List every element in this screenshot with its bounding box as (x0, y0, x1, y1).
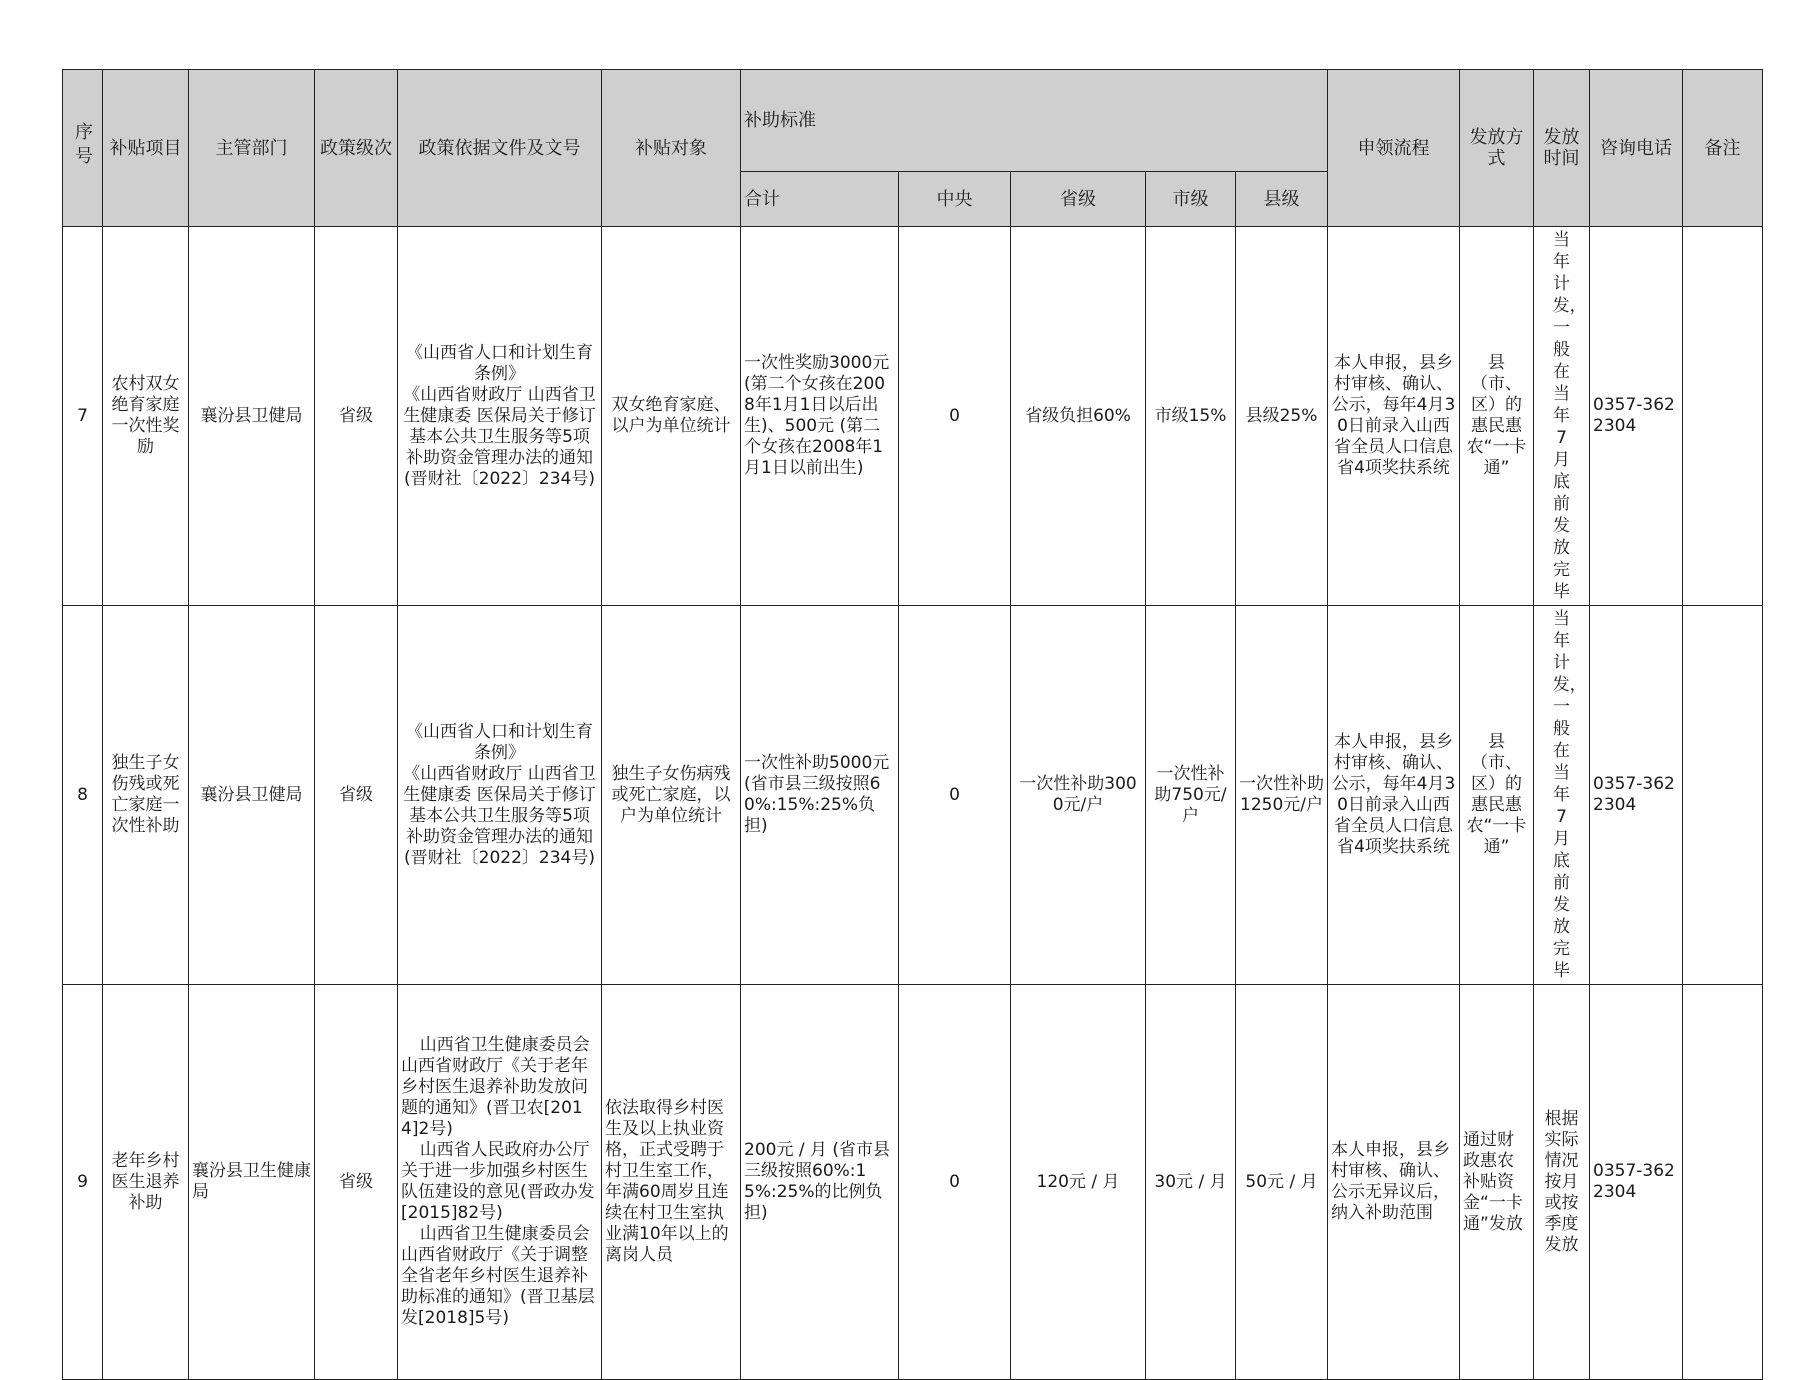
row-province: 省级负担60% (1011, 227, 1146, 606)
row-remark (1683, 985, 1763, 1380)
basis-line: 山西省人民政府办公厅关于进一步加强乡村医生队伍建设的意见(晋政办发[2015]82号) (401, 1140, 595, 1223)
basis-line: 《山西省人口和计划生育条例》 (406, 342, 593, 384)
header-central: 中央 (899, 172, 1011, 227)
table-row (63, 606, 1763, 985)
basis-line: 《山西省人口和计划生育条例》 (406, 721, 593, 763)
row-central: 0 (899, 227, 1011, 606)
row-item: 老年乡村医生退养补助 (103, 985, 189, 1380)
row-target: 依法取得乡村医生及以上执业资格，正式受聘于村卫生室工作，年满60周岁且连续在村卫生室执业满10年以上的离岗人员 (602, 985, 741, 1380)
header-process: 申领流程 (1328, 70, 1460, 227)
header-standard: 补助标准 (741, 70, 1328, 172)
row-level: 省级 (315, 606, 398, 985)
row-seq: 7 (63, 227, 103, 606)
header-city: 市级 (1146, 172, 1236, 227)
row-time: 根据实际情况按月或按季度发放 (1534, 985, 1590, 1380)
basis-line: 《山西省财政厅 山西省卫生健康委 医保局关于修订基本公共卫生服务等5项补助资金管理办法的通知 (晋财社〔2022〕234号) (403, 384, 596, 489)
header-level: 政策级次 (315, 70, 398, 227)
basis-line: 《山西省财政厅 山西省卫生健康委 医保局关于修订基本公共卫生服务等5项补助资金管理办法的通知 (晋财社〔2022〕234号) (403, 763, 596, 868)
row-level: 省级 (315, 227, 398, 606)
row-target: 双女绝育家庭、以户为单位统计 (602, 227, 741, 606)
row-basis (398, 985, 602, 1380)
row-province: 120元 / 月 (1011, 985, 1146, 1380)
row-phone: 0357-3622304 (1590, 227, 1683, 606)
header-province: 省级 (1011, 172, 1146, 227)
header-item: 补贴项目 (103, 70, 189, 227)
row-total: 一次性补助5000元 (省市县三级按照60%:15%:25%负担) (741, 606, 899, 985)
row-dept: 襄汾县卫健局 (189, 606, 315, 985)
row-city: 30元 / 月 (1146, 985, 1236, 1380)
row-dept: 襄汾县卫健局 (189, 227, 315, 606)
basis-line: 山西省卫生健康委员会 山西省财政厅《关于老年乡村医生退养补助发放问题的通知》(晋卫农[2014]2号) (401, 1035, 590, 1139)
header-time: 发放时间 (1534, 70, 1590, 227)
header-total: 合计 (741, 172, 899, 227)
basis-line: 山西省卫生健康委员会 山西省财政厅《关于调整全省老年乡村医生退养补助标准的通知》(晋卫基层发[2018]5号) (401, 1224, 595, 1328)
row-central: 0 (899, 606, 1011, 985)
header-target: 补贴对象 (602, 70, 741, 227)
row-city: 市级15% (1146, 227, 1236, 606)
row-central: 0 (899, 985, 1011, 1380)
table-row (63, 985, 1763, 1380)
row-remark (1683, 227, 1763, 606)
row-county: 县级25% (1236, 227, 1328, 606)
header-county: 县级 (1236, 172, 1328, 227)
header-seq: 序号 (63, 70, 103, 227)
row-county: 一次性补助1250元/户 (1236, 606, 1328, 985)
row-phone: 0357-3622304 (1590, 606, 1683, 985)
row-dept: 襄汾县卫生健康局 (189, 985, 315, 1380)
subsidy-table (62, 69, 1763, 1380)
row-method: 通过财政惠农补贴资金“一卡通”发放 (1460, 985, 1534, 1380)
row-process: 本人申报，县乡村审核、确认、公示，每年4月30日前录入山西省全员人口信息省4项奖扶系统 (1328, 227, 1460, 606)
row-time: 当年计发，一般在当年7月底前发放完毕 (1534, 227, 1590, 606)
row-seq: 9 (63, 985, 103, 1380)
row-province: 一次性补助3000元/户 (1011, 606, 1146, 985)
row-process: 本人申报，县乡村审核、确认、公示无异议后，纳入补助范围 (1328, 985, 1460, 1380)
row-remark (1683, 606, 1763, 985)
row-target: 独生子女伤病残或死亡家庭，以户为单位统计 (602, 606, 741, 985)
row-item: 独生子女伤残或死亡家庭一次性补助 (103, 606, 189, 985)
row-total: 一次性奖励3000元 (第二个女孩在2008年1月1日以后出生)、500元 (第二个女孩在2008年1月1日以前出生) (741, 227, 899, 606)
row-basis (398, 606, 602, 985)
row-seq: 8 (63, 606, 103, 985)
row-basis (398, 227, 602, 606)
table-header (63, 70, 1763, 227)
header-dept: 主管部门 (189, 70, 315, 227)
row-method: 县（市、区）的惠民惠农“一卡通” (1460, 606, 1534, 985)
row-process: 本人申报，县乡村审核、确认、公示，每年4月30日前录入山西省全员人口信息省4项奖扶系统 (1328, 606, 1460, 985)
row-level: 省级 (315, 985, 398, 1380)
row-city: 一次性补助750元/户 (1146, 606, 1236, 985)
subsidy-table-sheet (62, 69, 1763, 1380)
row-time: 当年计发，一般在当年7月底前发放完毕 (1534, 606, 1590, 985)
row-county: 50元 / 月 (1236, 985, 1328, 1380)
header-method: 发放方式 (1460, 70, 1534, 227)
row-item: 农村双女绝育家庭一次性奖励 (103, 227, 189, 606)
table-row (63, 227, 1763, 606)
row-total: 200元 / 月 (省市县三级按照60%:15%:25%的比例负担) (741, 985, 899, 1380)
row-method: 县（市、区）的惠民惠农“一卡通” (1460, 227, 1534, 606)
header-remark: 备注 (1683, 70, 1763, 227)
row-phone: 0357-3622304 (1590, 985, 1683, 1380)
header-basis: 政策依据文件及文号 (398, 70, 602, 227)
header-phone: 咨询电话 (1590, 70, 1683, 227)
